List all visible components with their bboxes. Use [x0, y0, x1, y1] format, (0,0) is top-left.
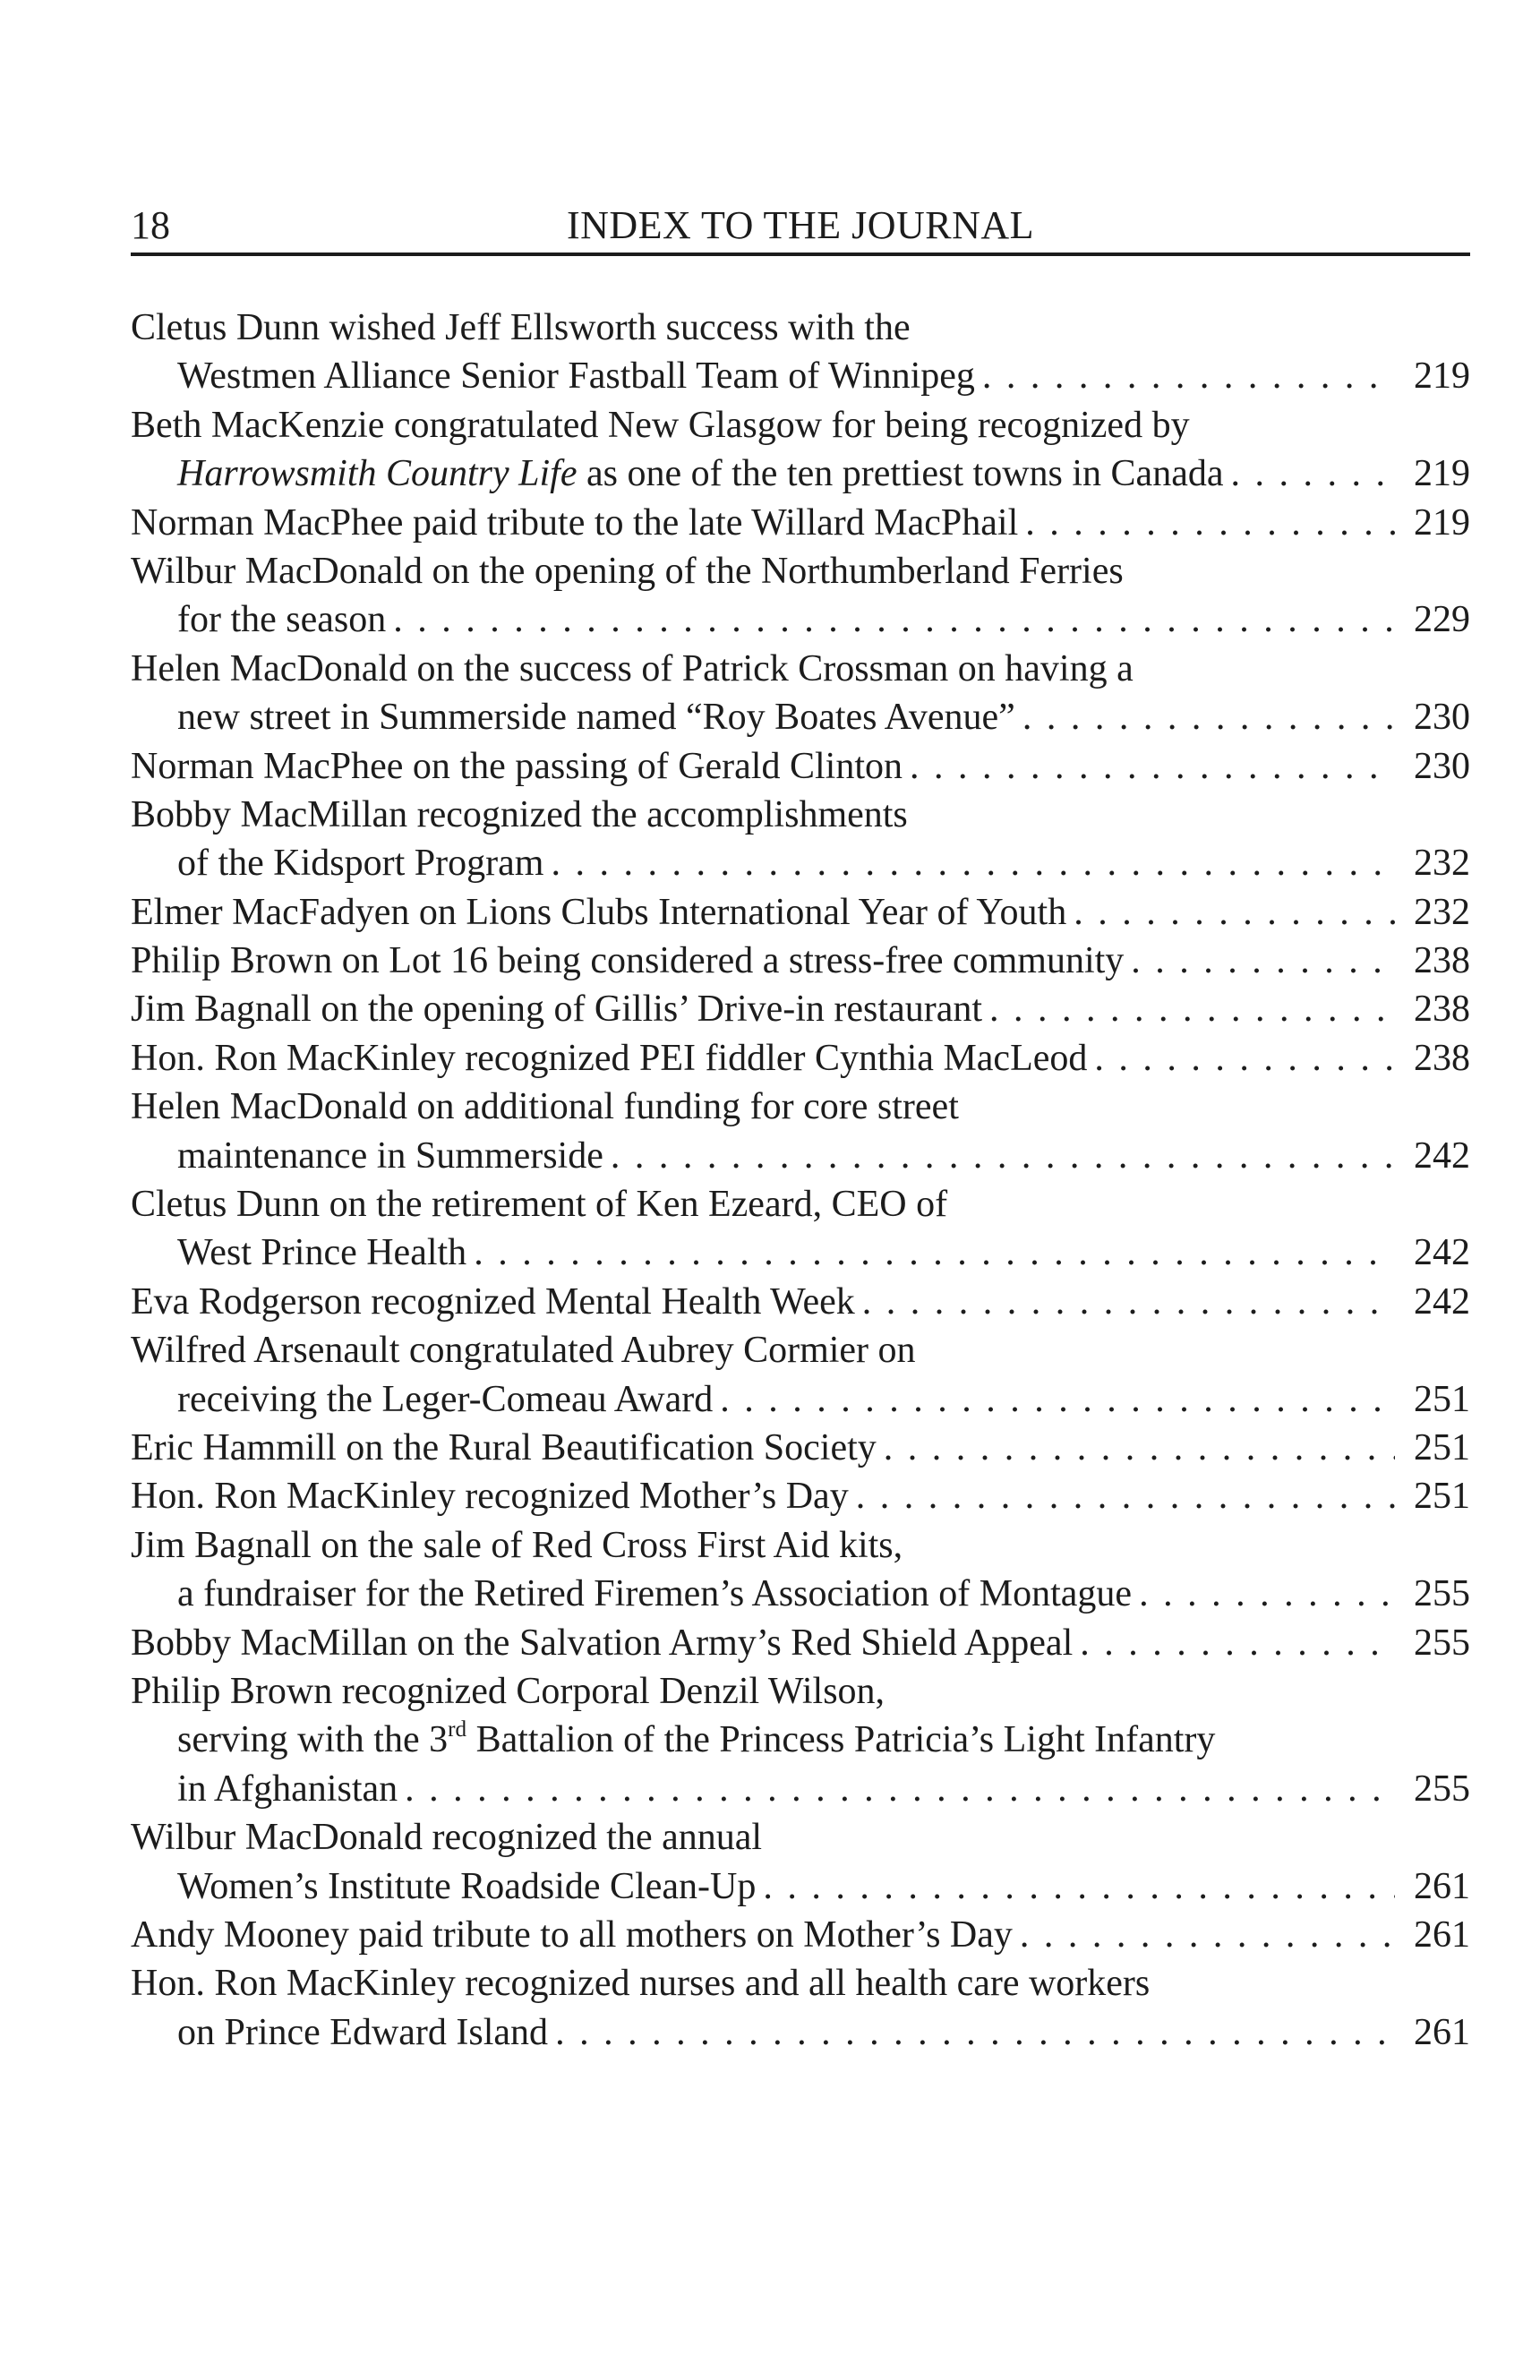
index-entry [131, 1278, 1470, 1326]
page-reference: 232 [1414, 891, 1470, 933]
page-reference: 219 [1414, 453, 1470, 495]
page-number: 18 [131, 203, 170, 247]
page-reference: 238 [1414, 989, 1470, 1031]
leader-dots [910, 742, 1395, 791]
index-entry [131, 1083, 1470, 1180]
leader-dots [989, 985, 1395, 1033]
index-entry [131, 742, 1470, 791]
entry-line: new street in Summerside named “Roy Boates Avenue” [177, 697, 1015, 739]
leader-dots [1139, 1570, 1395, 1618]
entry-line: Jim Bagnall on the opening of Gillis’ Drive-in restaurant [131, 989, 983, 1031]
leader-dots [982, 352, 1395, 400]
index-entry [131, 888, 1470, 937]
entry-line: maintenance in Summerside [177, 1134, 603, 1177]
page-reference: 251 [1414, 1378, 1470, 1420]
entry-line: Norman MacPhee on the passing of Gerald Clinton [131, 745, 903, 787]
page-reference: 238 [1414, 1037, 1470, 1079]
entry-line: Helen MacDonald on additional funding for core street [131, 1086, 959, 1128]
ordinal-superscript: rd [448, 1717, 467, 1742]
leader-dots [720, 1375, 1395, 1424]
running-title: INDEX TO THE JOURNAL [566, 203, 1035, 247]
page-reference: 251 [1414, 1476, 1470, 1518]
page-reference: 232 [1414, 843, 1470, 885]
leader-dots [1022, 693, 1395, 741]
entry-line: as one of the ten prettiest towns in Canada [577, 453, 1224, 495]
entry-line: Andy Mooney paid tribute to all mothers on Mother’s Day [131, 1913, 1013, 1956]
page-reference: 238 [1414, 940, 1470, 982]
page-reference: 261 [1414, 2011, 1470, 2053]
leader-dots [884, 1424, 1395, 1472]
page-reference: 229 [1414, 599, 1470, 641]
page-reference: 219 [1414, 501, 1470, 544]
leader-dots [1230, 449, 1395, 498]
leader-dots [1025, 499, 1395, 547]
leader-dots [1094, 1034, 1395, 1083]
leader-dots [393, 595, 1395, 644]
page-reference: 261 [1414, 1913, 1470, 1956]
entry-line: serving with the 3 [177, 1719, 449, 1761]
entry-line: Wilfred Arsenault congratulated Aubrey Cormier on [131, 1330, 916, 1372]
index-entry [131, 791, 1470, 888]
entry-line: Cletus Dunn wished Jeff Ellsworth success with the [131, 307, 911, 348]
entry-line: Norman MacPhee paid tribute to the late Willard MacPhail [131, 501, 1019, 544]
leader-dots [555, 2008, 1395, 2057]
index-entry [131, 1424, 1470, 1472]
entry-line: Hon. Ron MacKinley recognized PEI fiddler Cynthia MacLeod [131, 1037, 1088, 1079]
entry-line: of the Kidsport Program [177, 843, 544, 885]
index-entry [131, 937, 1470, 985]
entry-line: a fundraiser for the Retired Firemen’s Association of Montague [177, 1573, 1133, 1615]
entry-line: in Afghanistan [177, 1768, 398, 1810]
index-entry [131, 1472, 1470, 1520]
index-entry [131, 1521, 1470, 1619]
entry-line: Westmen Alliance Senior Fastball Team of Winnipeg [177, 355, 975, 398]
leader-dots [405, 1765, 1395, 1813]
page-reference: 251 [1414, 1426, 1470, 1468]
leader-dots [474, 1229, 1395, 1277]
entry-line: on Prince Edward Island [177, 2011, 549, 2053]
page-header [131, 199, 1470, 253]
leader-dots [763, 1862, 1395, 1911]
leader-dots [551, 839, 1395, 887]
page-reference: 230 [1414, 745, 1470, 787]
entry-line: Eric Hammill on the Rural Beautification Society [131, 1426, 877, 1468]
index-entry [131, 1813, 1470, 1911]
index-entry [131, 304, 1470, 401]
page-reference: 219 [1414, 355, 1470, 398]
index-entry [131, 499, 1470, 547]
entry-line: for the season [177, 599, 387, 641]
leader-dots [862, 1278, 1395, 1326]
leader-dots [856, 1472, 1395, 1520]
entry-line: Elmer MacFadyen on Lions Clubs International Year of Youth [131, 891, 1067, 933]
entry-line: Hon. Ron MacKinley recognized Mother’s Day [131, 1476, 849, 1518]
index-entry [131, 1326, 1470, 1424]
index-list [131, 304, 1470, 2057]
page-reference: 230 [1414, 697, 1470, 739]
page-reference: 242 [1414, 1280, 1470, 1323]
page-reference: 255 [1414, 1622, 1470, 1664]
entry-line: Bobby MacMillan recognized the accomplishments [131, 793, 908, 835]
leader-dots [1074, 888, 1395, 937]
entry-line: Hon. Ron MacKinley recognized nurses and all health care workers [131, 1963, 1151, 2005]
index-entry [131, 1667, 1470, 1813]
entry-line: West Prince Health [177, 1232, 467, 1274]
index-entry [131, 1180, 1470, 1278]
index-entry [131, 985, 1470, 1033]
page-reference: 255 [1414, 1768, 1470, 1810]
page-reference: 242 [1414, 1232, 1470, 1274]
entry-line: Philip Brown recognized Corporal Denzil Wilson, [131, 1670, 886, 1712]
leader-dots [611, 1132, 1395, 1180]
page-reference: 242 [1414, 1134, 1470, 1177]
leader-dots [1020, 1911, 1395, 1959]
entry-line: receiving the Leger-Comeau Award [177, 1378, 714, 1420]
entry-line: Philip Brown on Lot 16 being considered a stress-free community [131, 940, 1125, 982]
entry-line: Wilbur MacDonald recognized the annual [131, 1817, 763, 1859]
header-rule [131, 253, 1470, 256]
entry-line: Eva Rodgerson recognized Mental Health Week [131, 1280, 855, 1323]
entry-line: Jim Bagnall on the sale of Red Cross First Aid kits, [131, 1524, 903, 1566]
index-entry [131, 1959, 1470, 2057]
italic-title: Harrowsmith Country Life [177, 453, 578, 495]
leader-dots [1080, 1619, 1395, 1667]
entry-line: Battalion of the Princess Patricia’s Light Infantry [466, 1719, 1216, 1761]
entry-line: Helen MacDonald on the success of Patrick Crossman on having a [131, 647, 1134, 689]
index-entry [131, 645, 1470, 742]
entry-line: Beth MacKenzie congratulated New Glasgow for being recognized by [131, 404, 1190, 446]
index-entry [131, 1034, 1470, 1083]
leader-dots [1131, 937, 1395, 985]
index-entry [131, 1619, 1470, 1667]
index-entry [131, 401, 1470, 499]
page-reference: 261 [1414, 1865, 1470, 1907]
entry-line: Bobby MacMillan on the Salvation Army’s Red Shield Appeal [131, 1622, 1074, 1664]
entry-line: Wilbur MacDonald on the opening of the Northumberland Ferries [131, 550, 1124, 592]
index-entry [131, 547, 1470, 645]
index-entry [131, 1911, 1470, 1959]
page-reference: 255 [1414, 1573, 1470, 1615]
entry-line: Cletus Dunn on the retirement of Ken Ezeard, CEO of [131, 1184, 948, 1226]
entry-line: Women’s Institute Roadside Clean-Up [177, 1865, 757, 1907]
